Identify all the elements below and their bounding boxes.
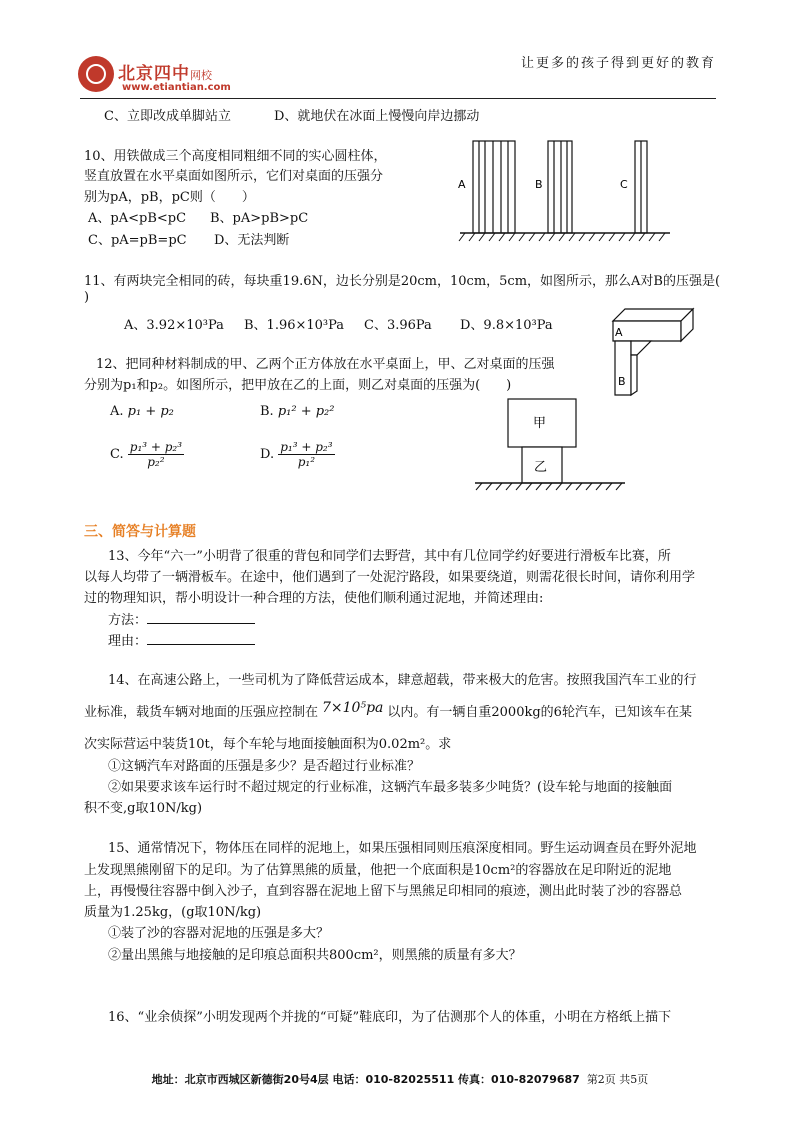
q10-line1: 10、用铁做成三个高度相同粗细不同的实心圆柱体， <box>84 149 387 164</box>
q9-option-c: C、立即改成单脚站立 <box>104 109 231 124</box>
q15-line3: 上，再慢慢往容器中倒入沙子，直到容器在泥地上留下与黑熊足印相同的痕迹，测出此时装了沙的容器总 <box>84 884 683 899</box>
q12-option-d <box>260 440 335 469</box>
q15-line1: 15、通常情况下，物体压在同样的泥地上，如果压强相同则压痕深度相同。野生运动调查员在野外泥地 <box>108 841 697 856</box>
q12-fig-label-top: 甲 <box>533 416 547 431</box>
q13-line1: 13、今年“六一”小明背了很重的背包和同学们去野营，其中有几位同学约好要进行滑板车比赛，所 <box>108 549 671 564</box>
q12-option-b <box>260 404 334 419</box>
q10-line2: 竖直放置在水平桌面如图所示，它们对桌面的压强分 <box>84 169 384 184</box>
q13-method-blank[interactable] <box>147 611 255 624</box>
q10-option-a: A、pA<pB<pC <box>88 211 187 226</box>
q12-option-c <box>110 440 184 469</box>
q14-line1: 14、在高速公路上，一些司机为了降低营运成本，肆意超载，带来极大的危害。按照我国汽车工业的行 <box>108 673 697 688</box>
q13-method <box>108 609 255 628</box>
footer-page: 第2页 共5页 <box>586 1073 649 1086</box>
q13-reason <box>108 630 255 649</box>
q12-option-a-formula: p₁ + p₂ <box>127 404 174 419</box>
q12-option-b-label: B. <box>260 404 274 419</box>
q10-option-c: C、pA=pB=pC <box>88 233 187 248</box>
q12-option-c-fraction <box>128 440 184 469</box>
q14-pressure-formula: 7×10⁵pa <box>322 700 384 716</box>
q15-sub2: ②量出黑熊与地接触的足印痕总面积共800cm²，则黑熊的质量有多大？ <box>108 948 522 963</box>
q14-sub2b: 积不变,g取10N/kg) <box>84 801 203 816</box>
q13-method-label: 方法： <box>108 613 148 628</box>
q12-option-a <box>110 404 174 419</box>
q10-fig-label-c: C <box>620 178 628 191</box>
header-divider <box>80 98 716 99</box>
q14-sub1: ①这辆汽车对路面的压强是多少？是否超过行业标准？ <box>108 759 421 774</box>
q10-option-d: D、无法判断 <box>214 233 290 248</box>
q14-line2-text-b: 以内。有一辆自重2000kg的6轮汽车，已知该车在某 <box>387 705 692 720</box>
q12-option-d-numerator: p₁³ + p₂³ <box>280 440 333 454</box>
logo-emblem-inner <box>86 64 106 84</box>
q12-option-c-numerator: p₁³ + p₂³ <box>129 440 183 454</box>
logo-url: www.etiantian.com <box>122 82 231 93</box>
q15-line2: 上发现黑熊刚留下的足印。为了估算黑熊的质量，他把一个底面积是10cm²的容器放在足印附近的泥地 <box>84 863 672 878</box>
q10-fig-label-b: B <box>535 178 543 191</box>
q12-fig-label-bottom: 乙 <box>534 460 548 475</box>
q11-option-a: A、3.92×10³Pa <box>124 318 224 333</box>
section-title: 三、简答与计算题 <box>84 524 196 540</box>
q12-option-b-formula: p₁² + p₂² <box>277 404 335 419</box>
q13-reason-label: 理由： <box>108 634 148 649</box>
q14-line2 <box>84 700 692 720</box>
q11-fig-label-b: B <box>618 375 626 388</box>
page-footer <box>0 1071 800 1087</box>
q11-option-d: D、9.8×10³Pa <box>460 318 553 333</box>
q10-cylinders-figure <box>455 135 675 245</box>
q12-option-c-denominator: p₂² <box>147 455 165 469</box>
q11-bricks-figure <box>603 303 703 403</box>
q15-sub1: ①装了沙的容器对泥地的压强是多大？ <box>108 926 330 941</box>
q10-fig-label-a: A <box>458 178 466 191</box>
footer-address: 地址：北京市西城区新德街20号4层 电话：010-82025511 传真：010-82079687 <box>151 1073 580 1086</box>
q11-option-c: C、3.96Pa <box>364 318 432 333</box>
q12-cubes-figure <box>470 395 630 495</box>
q12-option-d-fraction <box>278 440 334 469</box>
q12-line2: 分别为p₁和p₂。如图所示，把甲放在乙的上面，则乙对桌面的压强为( ) <box>84 378 512 393</box>
q9-option-d: D、就地伏在冰面上慢慢向岸边挪动 <box>274 109 480 124</box>
q16-line1: 16、“业余侦探”小明发现两个并拢的“可疑”鞋底印，为了估测那个人的体重，小明在方格纸上描下 <box>108 1010 672 1025</box>
q10-option-b: B、pA>pB>pC <box>210 211 309 226</box>
q11-line2: ) <box>84 290 90 305</box>
q14-sub2: ②如果要求该车运行时不超过规定的行业标准，这辆汽车最多装多少吨货？(设车轮与地面的接触面 <box>108 780 673 795</box>
q11-line1: 11、有两块完全相同的砖，每块重19.6N，边长分别是20cm，10cm，5cm，如图所示，那么A对B的压强是( <box>84 274 721 289</box>
q15-line4: 质量为1.25kg，(g取10N/kg) <box>84 905 262 920</box>
q11-option-b: B、1.96×10³Pa <box>244 318 345 333</box>
q13-line3: 过的物理知识，帮小明设计一种合理的方法，使他们顺利通过泥地，并简述理由: <box>84 591 544 606</box>
header-slogan: 让更多的孩子得到更好的教育 <box>520 56 716 71</box>
logo-name: 北京四中网校 <box>118 64 212 84</box>
q13-reason-blank[interactable] <box>147 632 255 645</box>
q12-option-d-denominator: p₁² <box>297 455 316 469</box>
q12-option-c-label: C. <box>110 447 124 462</box>
q13-line2: 以每人均带了一辆滑板车。在途中，他们遇到了一处泥泞路段，如果要绕道，则需花很长时间，请你利用学 <box>84 570 696 585</box>
q12-option-d-label: D. <box>260 447 275 462</box>
q12-option-a-label: A. <box>110 404 124 419</box>
q10-line3: 别为pA，pB，pC则（ ） <box>84 190 255 205</box>
q14-line2-text-a: 业标准，载货车辆对地面的压强应控制在 <box>84 705 319 720</box>
q11-fig-label-a: A <box>615 326 623 339</box>
q14-line3: 次实际营运中装货10t，每个车轮与地面接触面积为0.02m²。求 <box>84 737 452 752</box>
q12-line1: 12、把同种材料制成的甲、乙两个正方体放在水平桌面上，甲、乙对桌面的压强 <box>96 357 555 372</box>
